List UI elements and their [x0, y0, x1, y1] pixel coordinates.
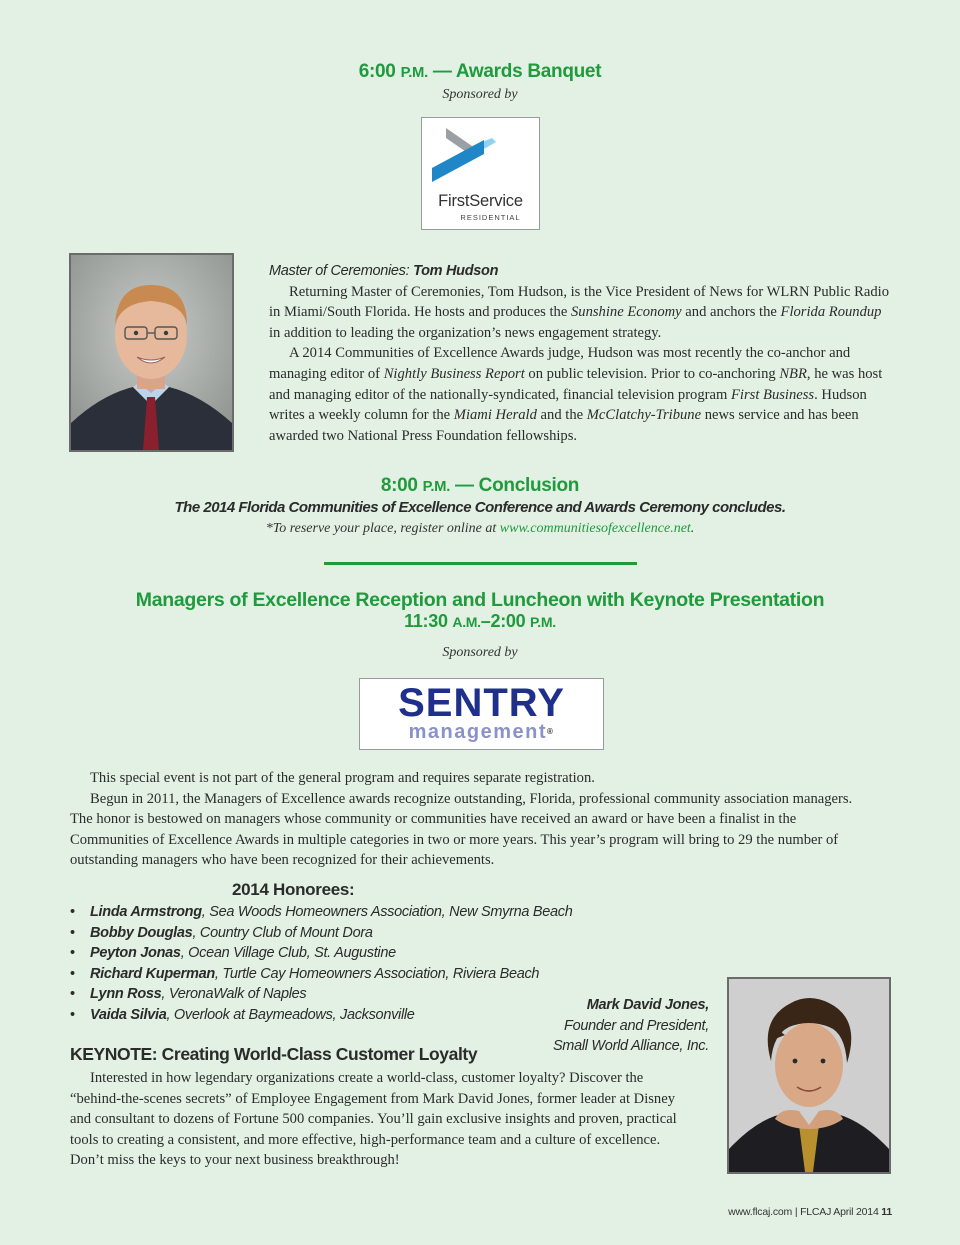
luncheon-sponsored-by: Sponsored by — [442, 645, 518, 660]
footer-publication: FLCAJ — [800, 1206, 832, 1218]
section-divider — [324, 562, 637, 565]
reserve-end: . — [690, 521, 695, 536]
luncheon-time-end: –2:00 — [480, 611, 526, 631]
mc-bio — [269, 261, 889, 446]
luncheon-ampm-1: A.M. — [452, 614, 481, 630]
keynote-heading: KEYNOTE: Creating World-Class Customer Loyalty — [70, 1044, 478, 1064]
firstservice-sub: RESIDENTIAL — [460, 213, 521, 222]
sentry-management-text: management — [408, 721, 547, 743]
mc-heading — [269, 261, 889, 282]
footer-site: www.flcaj.com — [728, 1206, 793, 1218]
footer-separator: | — [794, 1206, 798, 1218]
conclusion-ampm: P.M. — [422, 479, 451, 495]
honoree-community: , Country Club of Mount Dora — [192, 924, 373, 941]
mc-label: Master of Ceremonies: — [269, 263, 410, 279]
mc-p2-paper-1: Miami Herald — [453, 407, 537, 424]
honoree-community: , Ocean Village Club, St. Augustine — [180, 945, 396, 962]
mc-p2-show-1: Nightly Business Report — [383, 365, 525, 382]
mc-p2-show-2: NBR — [779, 365, 807, 382]
mc-name: Tom Hudson — [413, 263, 499, 279]
reserve-link[interactable]: www.communitiesofexcellence.net — [499, 521, 691, 536]
list-item — [70, 984, 590, 1005]
list-item — [70, 964, 590, 985]
conclusion-heading — [0, 475, 960, 497]
mc-paragraph-1 — [269, 282, 889, 344]
honoree-name: Peyton Jonas — [90, 945, 181, 962]
page-footer — [728, 1206, 892, 1218]
list-item — [70, 923, 590, 944]
firstservice-mark-icon — [432, 126, 532, 190]
reserve-text: *To reserve your place, register online at — [265, 521, 500, 536]
page-number: 11 — [881, 1206, 892, 1218]
mc-p2-paper-2: McClatchy-Tribune — [586, 407, 702, 424]
tom-hudson-photo — [69, 253, 234, 452]
mc-p2-text-g: . Hudson writes a weekly column for the — [269, 386, 867, 424]
luncheon-intro — [70, 768, 870, 871]
mc-paragraph-2 — [269, 343, 889, 446]
mc-p1-text-c: and anchors the — [681, 304, 781, 321]
mc-p1-text-e: in addition to leading the organization’s news engagement strategy. — [269, 324, 662, 341]
mc-p2-text-c: on public television. Prior to co-anchoring — [524, 365, 780, 382]
mc-p1-show-2: Florida Roundup — [780, 304, 882, 321]
mc-p1-text-a: Returning Master of Ceremonies, Tom Hudson, is the Vice President of News for WLRN Public Radio in Miami/South Florida. He hosts and produces the — [269, 283, 890, 321]
banquet-sponsored-by: Sponsored by — [442, 87, 518, 102]
mc-p2-show-3: First Business — [731, 386, 815, 403]
mc-p2-text-e: , he was host and managing editor of the nationally-syndicated, financial television program — [269, 365, 883, 403]
speaker-org: Small World Alliance, Inc. — [552, 1038, 709, 1055]
banquet-time: 6:00 — [358, 61, 396, 82]
banquet-ampm: P.M. — [400, 65, 428, 81]
honorees-list — [70, 902, 590, 1026]
list-item — [70, 902, 590, 923]
intro-paragraph-1: This special event is not part of the general program and requires separate registration. — [90, 770, 595, 786]
honoree-name: Bobby Douglas — [90, 924, 193, 941]
mc-p2-text-i: and the — [536, 407, 587, 424]
sentry-reg-mark: ® — [546, 727, 555, 736]
speaker-caption — [520, 995, 709, 1057]
honoree-name: Lynn Ross — [90, 986, 162, 1003]
intro-paragraph-2: Begun in 2011, the Managers of Excellence awards recognize outstanding, Florida, professional community association managers. The honor is bestowed on managers whose community or communities have received an award or have been a finalist in the Communities of Excellence Awards in multiple categories in two or more years. This year’s program will bring to 29 the number of outstanding managers who have been recognized for their achievements. — [70, 790, 853, 869]
firstservice-logo — [421, 117, 540, 230]
list-item — [70, 943, 590, 964]
keynote-paragraph: Interested in how legendary organizations create a world-class, customer loyalty? Discover the “behind-the-scenes secrets” of Employee Engagement from Mark David Jones, former leader at Disney and consultant to dozens of Fortune 500 companies. You’ll gain exclusive insights and proven, practical tools to creating a consistent, and more effective, high-performance team and a culture of excellence. Don’t miss the keys to your next business breakthrough! — [70, 1070, 677, 1169]
speaker-name: Mark David Jones, — [586, 997, 709, 1013]
mark-david-jones-photo — [727, 977, 891, 1174]
conclusion-time: 8:00 — [380, 475, 418, 496]
sentry-management-word — [360, 721, 603, 743]
honoree-community: , Turtle Cay Homeowners Association, Riviera Beach — [214, 965, 540, 982]
conclusion-title: — Conclusion — [450, 475, 580, 496]
sentry-word: SENTRY — [398, 681, 565, 725]
mc-p2-text-k: news service and has been awarded two National Press Foundation fellowships. — [269, 407, 859, 444]
honoree-name: Linda Armstrong — [90, 904, 202, 920]
luncheon-title: Managers of Excellence Reception and Luncheon with Keynote Presentation — [135, 589, 825, 611]
conclusion-subtitle: The 2014 Florida Communities of Excellence Conference and Awards Ceremony concludes. — [174, 499, 786, 516]
honoree-community: , VeronaWalk of Naples — [161, 986, 307, 1003]
banquet-heading — [0, 61, 960, 83]
sentry-logo — [359, 678, 604, 750]
mc-p2-text-a: A 2014 Communities of Excellence Awards judge, Hudson was most recently the co-anchor and managing editor of — [269, 345, 851, 382]
luncheon-time-start: 11:30 — [404, 611, 448, 631]
footer-issue: April 2014 — [833, 1206, 879, 1218]
keynote-text — [70, 1068, 690, 1171]
luncheon-ampm-2: P.M. — [530, 614, 556, 630]
honoree-name: Richard Kuperman — [90, 965, 215, 982]
speaker-title: Founder and President, — [564, 1017, 709, 1034]
honoree-community: , Overlook at Baymeadows, Jacksonville — [166, 1006, 415, 1023]
honoree-name: Vaida Silvia — [90, 1006, 167, 1023]
mc-p1-show: Sunshine Economy — [570, 304, 682, 321]
honoree-community: , Sea Woods Homeowners Association, New Smyrna Beach — [201, 904, 573, 920]
conclusion-reserve — [0, 521, 960, 537]
firstservice-name: FirstService — [438, 192, 523, 210]
honorees-heading: 2014 Honorees: — [232, 880, 355, 899]
luncheon-time — [0, 611, 960, 632]
banquet-title: — Awards Banquet — [427, 61, 602, 82]
list-item — [70, 1005, 590, 1026]
